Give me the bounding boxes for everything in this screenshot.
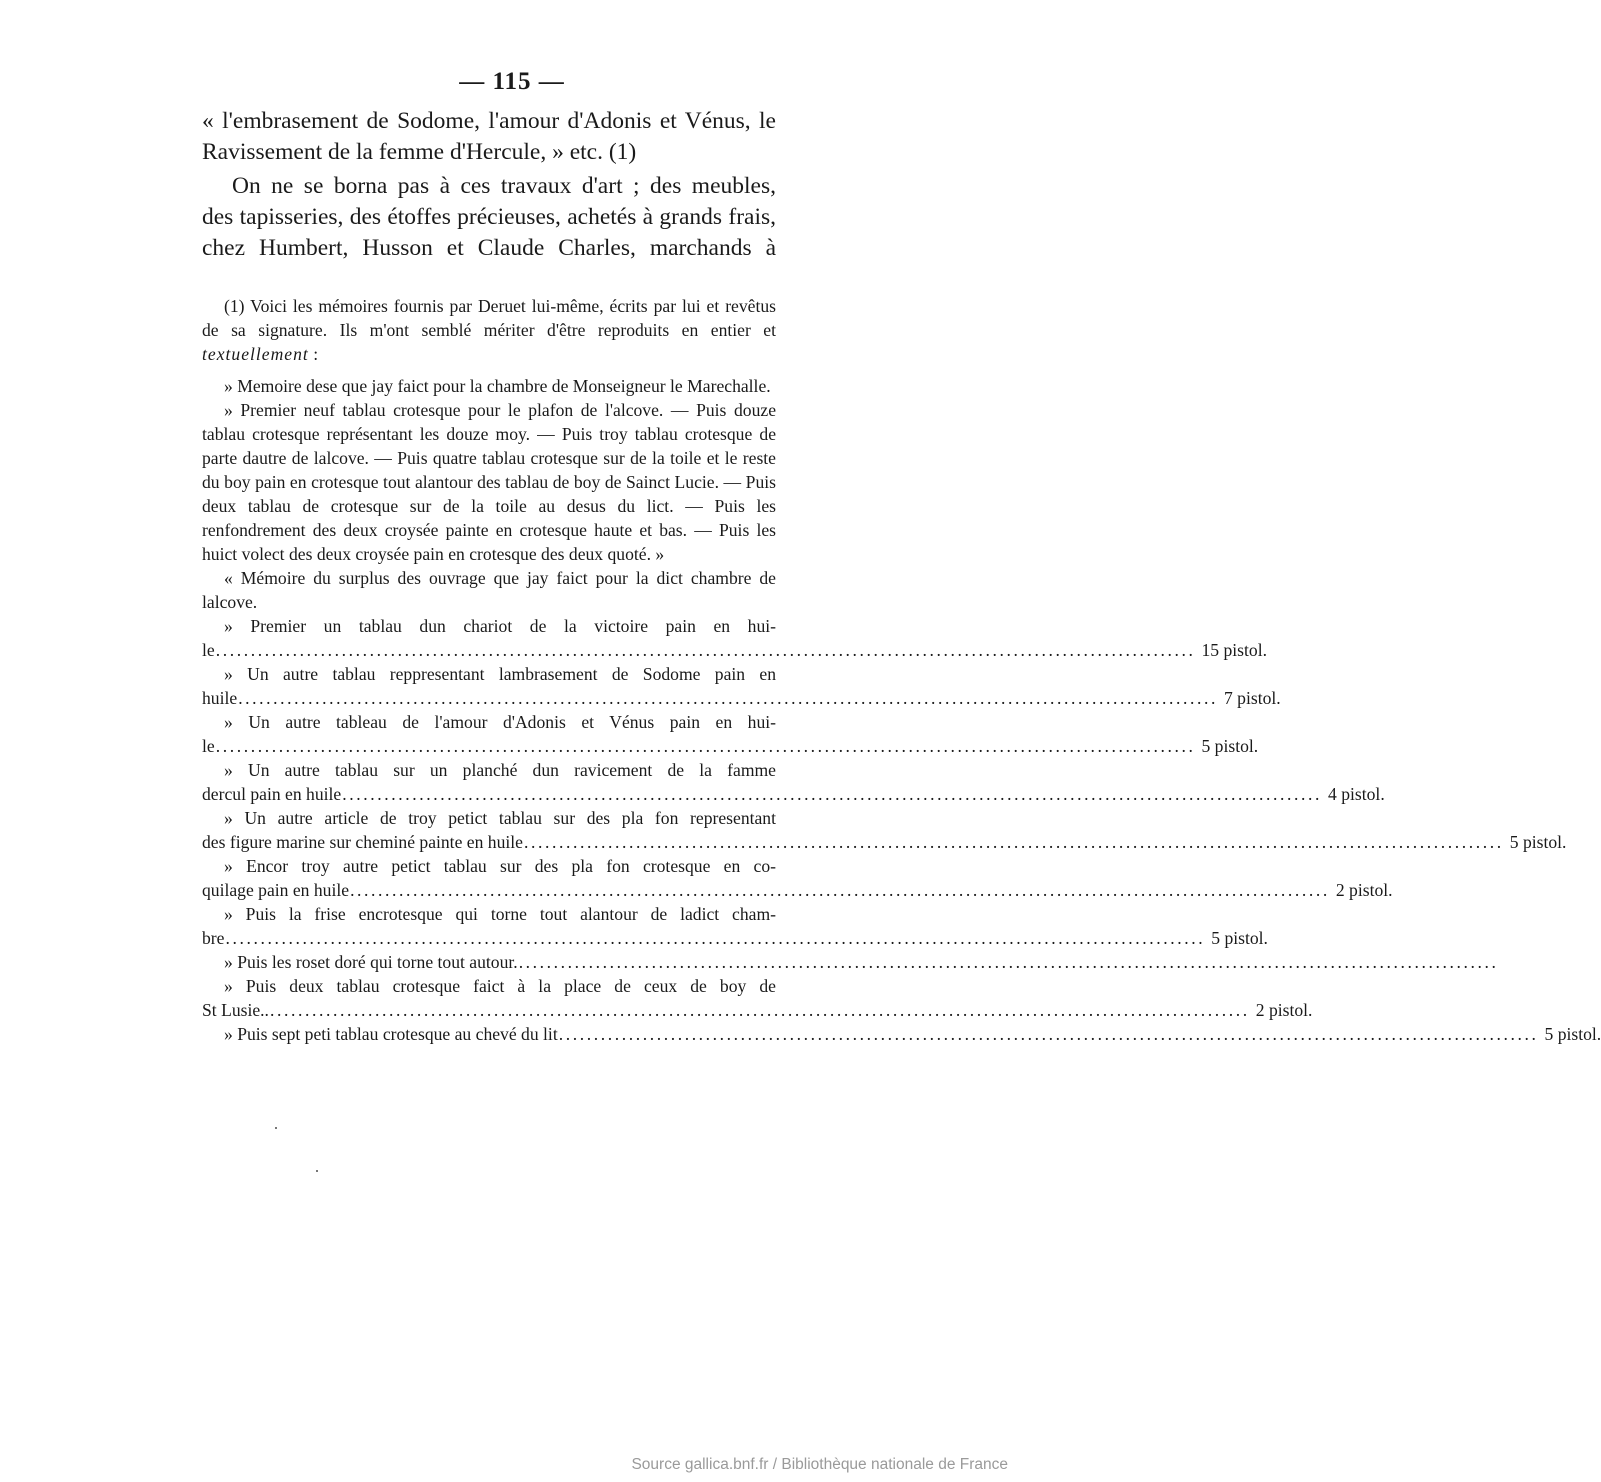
entry-tail: » Puis les roset doré qui torne tout autour. <box>224 952 518 972</box>
footnote-intro-text: (1) Voici les mémoires fournis par Deruet lui-même, écrits par lui et revêtus de sa signature. Ils m'ont semblé mériter d'être reproduits en entier et <box>202 296 776 340</box>
entry-last-line <box>202 926 1268 950</box>
memoire-entry <box>202 710 1259 758</box>
entry-last-line <box>202 998 1313 1022</box>
entry-last-line <box>202 878 1393 902</box>
footnote-intro-emphasis: textuellement <box>202 344 309 364</box>
entry-last-line <box>202 782 1385 806</box>
paragraph-line: chez Humbert, Husson et Claude Charles, marchands à <box>202 235 776 261</box>
entry-tail: bre <box>202 928 225 948</box>
entry-amount: 5 pistol. <box>1211 928 1268 948</box>
entry-description: » Un autre tablau reppresentant lambrasement de Sodome pain en <box>224 664 776 684</box>
dot-leader: ............................................................................................................................................ <box>225 928 1206 948</box>
entry-tail: St Lusie.. <box>202 1000 269 1020</box>
entry-last-line <box>202 734 1259 758</box>
entry-last-line <box>202 830 1567 854</box>
entry-description: » Premier un tablau dun chariot de la victoire pain en hui- <box>224 616 776 636</box>
entry-tail: quilage pain en huile <box>202 880 350 900</box>
entry-last-line <box>202 950 1499 974</box>
memoire-entry <box>202 902 1268 950</box>
dot-leader: ............................................................................................................................................ <box>350 880 1330 900</box>
entry-tail: des figure marine sur cheminé painte en huile <box>202 832 523 852</box>
entry-description: » Puis deux tablau crotesque faict à la place de ceux de boy de <box>224 976 776 996</box>
entry-amount: 5 pistol. <box>1509 832 1567 852</box>
entry-last-line <box>202 1022 1601 1046</box>
entry-amount: 7 pistol. <box>1223 688 1281 708</box>
dot-leader: ............................................................................................................................................ <box>238 688 1218 708</box>
entry-description: » Puis la frise encrotesque qui torne tout alantour de ladict cham- <box>224 904 776 924</box>
memoire-entry <box>202 1022 1601 1046</box>
memoire-entry <box>202 950 1499 974</box>
dot-leader: ............................................................................................................................................ <box>523 832 1504 852</box>
entry-last-line <box>202 638 1267 662</box>
entry-amount: 2 pistol. <box>1255 1000 1313 1020</box>
memoire-entry <box>202 974 1313 1022</box>
memoire-entries <box>202 614 1601 1046</box>
dot-leader: ............................................................................................................................................ <box>518 952 1499 972</box>
entry-amount: 2 pistol. <box>1335 880 1393 900</box>
memoire-entry <box>202 662 1281 710</box>
page-number: — 115 — <box>459 68 565 95</box>
entry-amount: 5 pistol. <box>1544 1024 1601 1044</box>
entry-tail: dercul pain en huile <box>202 784 342 804</box>
dot-leader: ............................................................................................................................................ <box>558 1024 1539 1044</box>
entry-tail: huile <box>202 688 238 708</box>
entry-tail: » Puis sept peti tablau crotesque au chevé du lit <box>224 1024 558 1044</box>
memoire-title: « Mémoire du surplus des ouvrage que jay faict pour la dict chambre de lalcove. <box>202 568 776 612</box>
memoire-title: » Memoire dese que jay faict pour la chambre de Monseigneur le Marechalle. <box>224 376 771 396</box>
memoire-entry <box>202 806 1567 854</box>
dot-leader: ............................................................................................................................................ <box>342 784 1323 804</box>
entry-amount: 15 pistol. <box>1201 640 1267 660</box>
entry-description: » Un autre article de troy petict tablau sur des pla fon representant <box>224 808 776 828</box>
entry-amount: 4 pistol. <box>1328 784 1385 804</box>
entry-description: » Un autre tableau de l'amour d'Adonis et Vénus pain en hui- <box>224 712 776 732</box>
paragraph-line: des tapisseries, des étoffes précieuses, achetés à grands frais, <box>202 204 776 230</box>
entry-description: » Encor troy autre petict tablau sur des pla fon crotesque en co- <box>224 856 776 876</box>
entry-tail: le <box>202 640 215 660</box>
memoire-entry <box>202 758 1385 806</box>
main-text <box>202 106 776 264</box>
entry-description: » Un autre tablau sur un planché dun ravicement de la famme <box>224 760 776 780</box>
dot-leader: ............................................................................................................................................ <box>215 640 1196 660</box>
paragraph-line: « l'embrasement de Sodome, l'amour d'Adonis et Vénus, le <box>202 108 776 134</box>
entry-amount: 5 pistol. <box>1201 736 1259 756</box>
dot-leader: ............................................................................................................................................ <box>215 736 1196 756</box>
entry-tail: le <box>202 736 215 756</box>
paragraph-line: Ravissement de la femme d'Hercule, » etc. (1) <box>202 139 637 165</box>
footnote-intro <box>202 294 776 366</box>
memoire-entry <box>202 614 1267 662</box>
paragraph-line: On ne se borna pas à ces travaux d'art ; des meubles, <box>232 173 776 199</box>
dot-leader: ............................................................................................................................................ <box>269 1000 1250 1020</box>
footnote-intro-end: : <box>308 344 319 364</box>
memoire-entry <box>202 854 1393 902</box>
footnote <box>202 294 1601 1046</box>
entry-last-line <box>202 686 1281 710</box>
source-credit: Source gallica.bnf.fr / Bibliothèque nationale de France <box>631 1456 1008 1473</box>
memoire-body: » Premier neuf tablau crotesque pour le plafon de l'alcove. — Puis douze tablau crotesque représentant les douze moy. — Puis troy tablau crotesque de parte dautre de lalcove. — Puis quatre tablau crotesque sur de la toile et le reste du boy pain en crotesque tout alantour des tablau de boy de Sainct Lucie. — Puis deux tablau de crotesque sur de la toile au desus du lict. — Puis les renfondrement des deux croysée painte en crotesque haute et bas. — Puis les huict volect des deux croysée pain en crotesque des deux quoté. » <box>202 400 776 564</box>
